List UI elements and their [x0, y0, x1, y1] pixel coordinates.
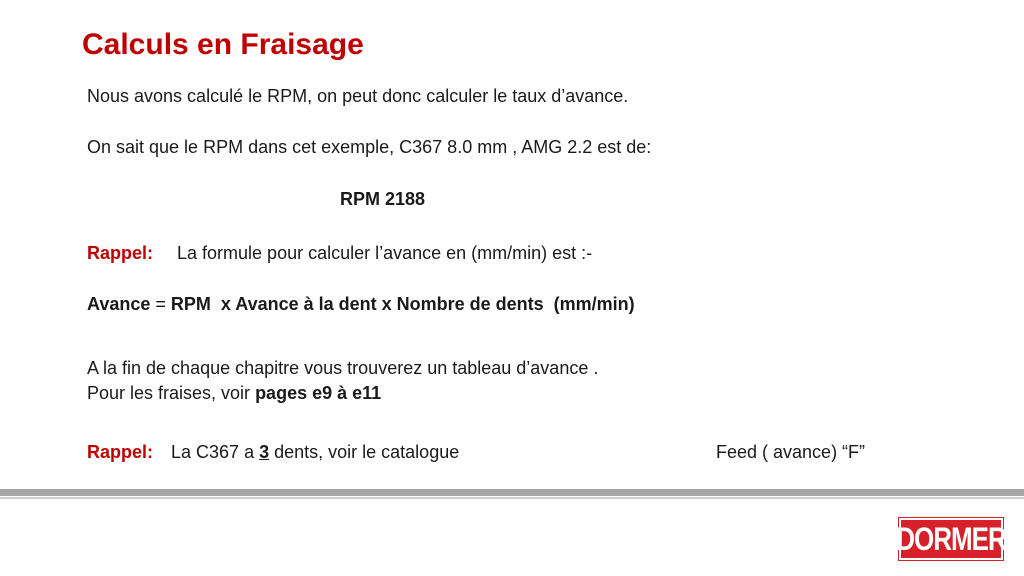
pages-reference: pages e9 à e11	[255, 383, 382, 403]
teeth-text-prefix: La C367 a	[171, 442, 260, 462]
logo-text: DORMER	[896, 519, 1006, 558]
slide-title: Calculs en Fraisage	[82, 28, 364, 61]
rappel-formula-line	[87, 242, 592, 264]
rappel-formula-text: La formule pour calculer l’avance en (mm/min) est :-	[177, 243, 593, 263]
intro-line: Nous avons calculé le RPM, on peut donc calculer le taux d’avance.	[87, 86, 629, 106]
rpm-value: RPM 2188	[340, 189, 426, 209]
formula-avance: Avance	[87, 294, 151, 314]
rappel-label: Rappel:	[87, 243, 154, 263]
teeth-count: 3	[259, 442, 270, 462]
rpm-context-line: On sait que le RPM dans cet exemple, C367 8.0 mm , AMG 2.2 est de:	[87, 137, 652, 157]
info-line-2-prefix: Pour les fraises, voir	[87, 383, 256, 403]
rappel-teeth-line	[87, 441, 459, 463]
dormer-logo	[896, 518, 1006, 560]
feed-label: Feed ( avance) “F”	[716, 442, 866, 462]
teeth-text-suffix: dents, voir le catalogue	[269, 442, 460, 462]
info-line-1: A la fin de chaque chapitre vous trouverez un tableau d’avance .	[87, 358, 599, 378]
formula-expression: RPM x Avance à la dent x Nombre de dents (mm/min)	[170, 294, 635, 314]
rappel-label-2: Rappel:	[87, 442, 154, 462]
formula-equals: =	[150, 294, 171, 314]
formula-line	[87, 293, 635, 315]
footer-divider-shadow	[0, 497, 1024, 499]
info-line-2	[87, 382, 381, 404]
footer-divider	[0, 489, 1024, 496]
